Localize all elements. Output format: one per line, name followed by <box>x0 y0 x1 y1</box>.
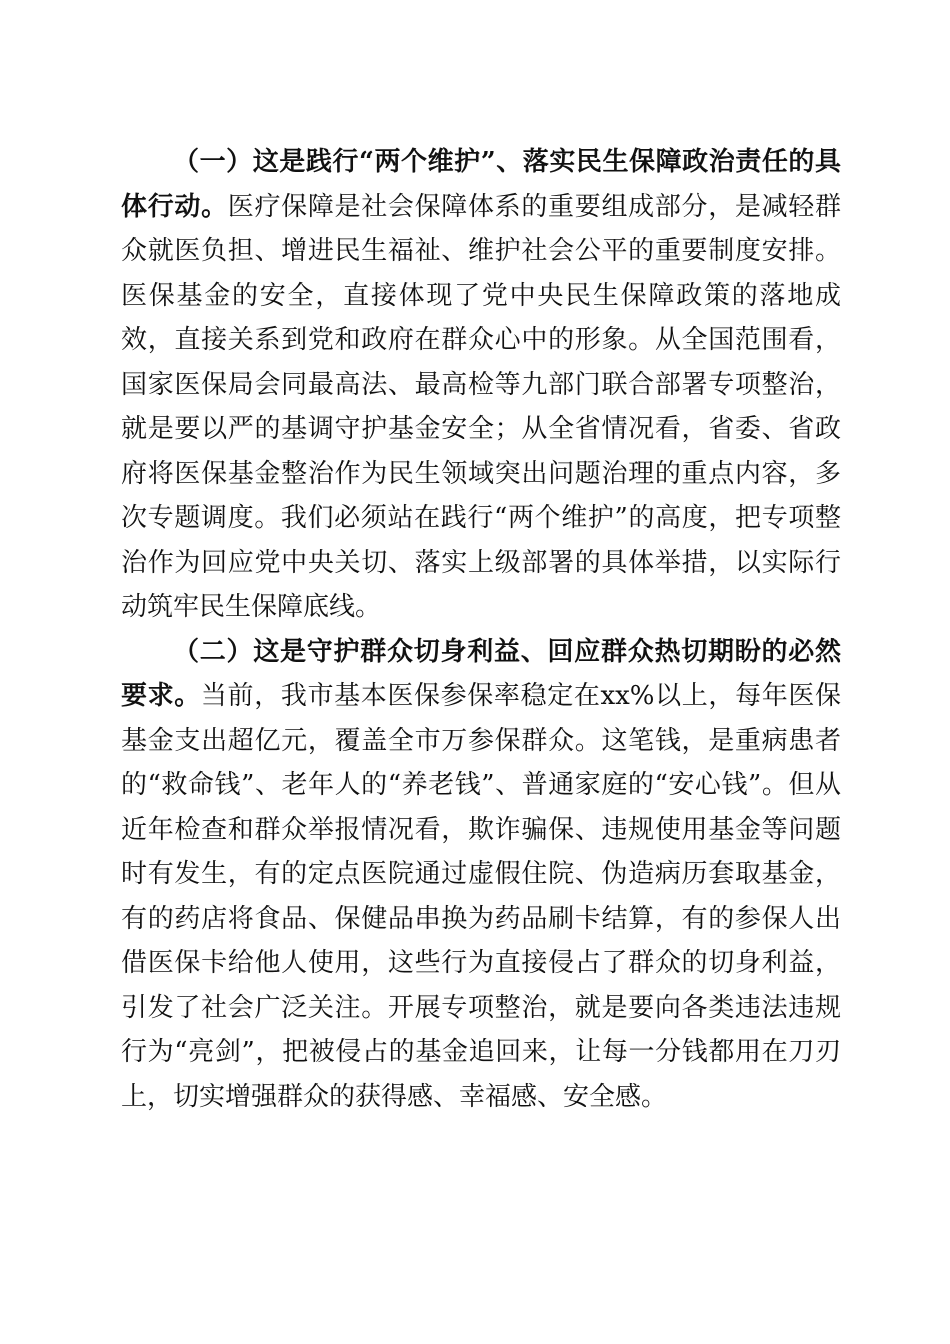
paragraph-1-body: 医疗保障是社会保障体系的重要组成部分，是减轻群众就医负担、增进民生福祉、维护社会公平的重要制度安排。医保基金的安全，直接体现了党中央民生保障政策的落地成效，直接关系到党和政府在群众心中的形象。从全国范围看，国家医保局会同最高法、最高检等九部门联合部署专项整治，就是要以严的基调守护基金安全；从全省情况看，省委、省政府将医保基金整治作为民生领域突出问题治理的重点内容，多次专题调度。我们必须站在践行“两个维护”的高度，把专项整治作为回应党中央关切、落实上级部署的具体举措，以实际行动筑牢民生保障底线。 <box>121 191 841 622</box>
paragraph-2-lead: （二）这是守护群众切身利益、回应群众热切期盼的必然要求。 <box>121 636 841 711</box>
paragraph-1-lead: （一）这是践行“两个维护”、落实民生保障政治责任的具体行动。 <box>121 147 841 222</box>
paragraph-2-body: 当前，我市基本医保参保率稳定在xx%以上，每年医保基金支出超亿元，覆盖全市万参保群众。这笔钱，是重病患者的“救命钱”、老年人的“养老钱”、普通家庭的“安心钱”。但从近年检查和群众举报情况看，欺诈骗保、违规使用基金等问题时有发生，有的定点医院通过虚假住院、伪造病历套取基金，有的药店将食品、保健品串换为药品刷卡结算，有的参保人出借医保卡给他人使用，这些行为直接侵占了群众的切身利益，引发了社会广泛关注。开展专项整治，就是要向各类违法违规行为“亮剑”，把被侵占的基金追回来，让每一分钱都用在刀刃上，切实增强群众的获得感、幸福感、安全感。 <box>121 681 841 1112</box>
paragraph-2 <box>121 630 841 1120</box>
document-body <box>121 140 841 1119</box>
paragraph-1 <box>121 140 841 630</box>
